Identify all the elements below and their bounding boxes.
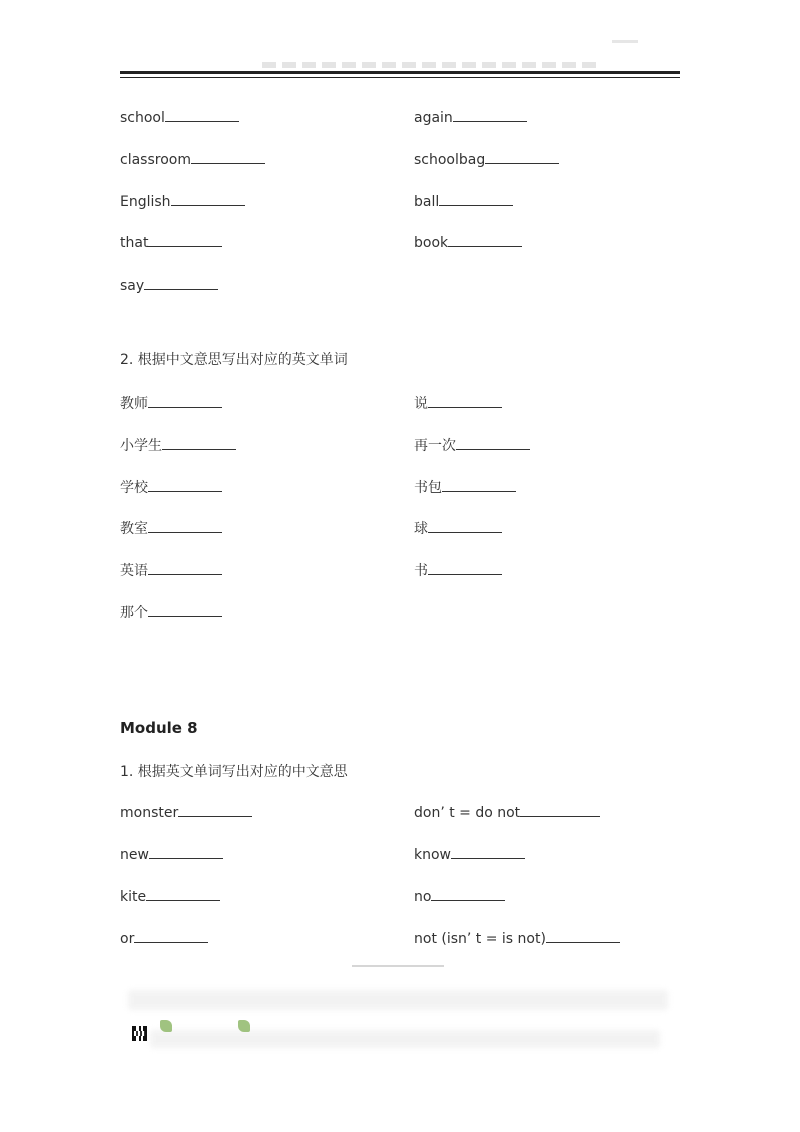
answer-blank[interactable] [134, 929, 208, 943]
word-item: 说 [414, 394, 502, 414]
word-item: no [414, 887, 505, 907]
answer-blank[interactable] [148, 519, 222, 533]
leaf-icon [238, 1020, 250, 1032]
answer-blank[interactable] [431, 887, 505, 901]
qr-code-icon [132, 1026, 147, 1041]
answer-blank[interactable] [148, 603, 222, 617]
answer-blank[interactable] [428, 394, 502, 408]
word-item: again [414, 108, 527, 128]
answer-blank[interactable] [146, 887, 220, 901]
word-item: 英语 [120, 561, 222, 581]
answer-blank[interactable] [439, 192, 513, 206]
leaf-icon [160, 1020, 172, 1032]
module-title: Module 8 [120, 719, 198, 737]
section-heading: 1. 根据英文单词写出对应的中文意思 [120, 764, 348, 780]
word-item: 小学生 [120, 436, 236, 456]
word-item: English [120, 192, 245, 212]
word-item: 球 [414, 519, 502, 539]
word-item: 教师 [120, 394, 222, 414]
word-item: schoolbag [414, 150, 559, 170]
footer-watermark [128, 990, 668, 1010]
corner-mark [612, 40, 638, 43]
word-item: 书包 [414, 478, 516, 498]
answer-blank[interactable] [485, 150, 559, 164]
answer-blank[interactable] [451, 845, 525, 859]
section-heading: 2. 根据中文意思写出对应的英文单词 [120, 352, 348, 368]
answer-blank[interactable] [456, 436, 530, 450]
word-item: don’ t = do not [414, 803, 600, 823]
word-item: book [414, 233, 522, 253]
answer-blank[interactable] [546, 929, 620, 943]
word-item: not (isn’ t = is not) [414, 929, 620, 949]
answer-blank[interactable] [148, 561, 222, 575]
answer-blank[interactable] [165, 108, 239, 122]
word-item: school [120, 108, 239, 128]
footer-watermark [150, 1030, 660, 1048]
word-item: classroom [120, 150, 265, 170]
answer-blank[interactable] [442, 478, 516, 492]
answer-blank[interactable] [178, 803, 252, 817]
answer-blank[interactable] [149, 845, 223, 859]
answer-blank[interactable] [520, 803, 600, 817]
answer-blank[interactable] [453, 108, 527, 122]
word-item: 学校 [120, 478, 222, 498]
answer-blank[interactable] [428, 561, 502, 575]
header-faint-text [262, 62, 602, 68]
word-item: 教室 [120, 519, 222, 539]
footer-rule [352, 965, 444, 967]
header-rule-thick [120, 71, 680, 74]
answer-blank[interactable] [191, 150, 265, 164]
word-item: 书 [414, 561, 502, 581]
word-item: kite [120, 887, 220, 907]
word-item: say [120, 276, 218, 296]
answer-blank[interactable] [448, 233, 522, 247]
word-item: that [120, 233, 222, 253]
word-item: monster [120, 803, 252, 823]
answer-blank[interactable] [148, 478, 222, 492]
answer-blank[interactable] [148, 233, 222, 247]
word-item: ball [414, 192, 513, 212]
word-item: know [414, 845, 525, 865]
word-item: 那个 [120, 603, 222, 623]
answer-blank[interactable] [162, 436, 236, 450]
header-rule-thin [120, 77, 680, 78]
answer-blank[interactable] [144, 276, 218, 290]
word-item: or [120, 929, 208, 949]
word-item: 再一次 [414, 436, 530, 456]
answer-blank[interactable] [148, 394, 222, 408]
word-item: new [120, 845, 223, 865]
answer-blank[interactable] [171, 192, 245, 206]
answer-blank[interactable] [428, 519, 502, 533]
